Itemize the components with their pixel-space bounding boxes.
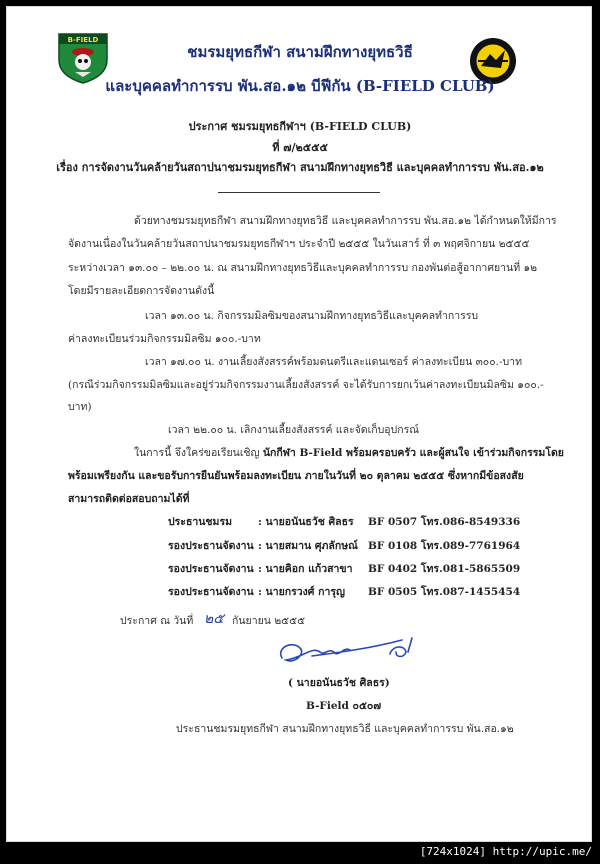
club-name-line2: และบุคคลทำการรบ พัน.สอ.๑๒ บีฟีกัน (B-FIELD CLUB) <box>105 77 495 95</box>
body-text: จัดงานเนื่องในวันคล้ายวันสถาปนาชมรมยุทธกีฬาฯ ประจำปี ๒๕๕๕ ในวันเสาร์ ที่ ๓ พฤศจิกายน ๒๕๕๕ <box>68 238 530 250</box>
contact-name: : นายคิอก แก้วสาขา <box>258 563 353 575</box>
footer-bar <box>0 842 600 864</box>
invitation-text <box>134 444 564 461</box>
contact-info: BF 0108 โทร.089-7761964 <box>368 540 521 552</box>
announcement-subject: เรื่อง การจัดงานวันคล้ายวันสถาปนาชมรมยุทธกีฬา สนามฝึกทางยุทธวิธี และบุคคลทำการรบ พัน.สอ.๑๒ <box>56 161 544 174</box>
contact-name: : นายอนันธวัช ศิลธร <box>258 516 354 528</box>
watermark-text: [724x1024] http://upic.me/ <box>419 845 592 858</box>
schedule-item: เวลา ๑๓.๐๐ น. กิจกรรมมิลซิมของสนามฝึกทางยุทธวิธีและบุคคลทำการรบ <box>145 310 479 322</box>
contact-name: : นายสมาน ศุภลักษณ์ <box>258 540 358 552</box>
announcement-date-handwritten: ๒๕ <box>204 611 224 627</box>
signer-position: ประธานชมรมยุทธกีฬา สนามฝึกทางยุทธวิธี และบุคคลทำการรบ พัน.สอ.๑๒ <box>176 723 514 735</box>
svg-text:B-FIELD: B-FIELD <box>67 36 99 44</box>
contact-info: BF 0402 โทร.081-5865509 <box>368 563 521 575</box>
invitation-text-plain: ในการนี้ จึงใคร่ขอเรียนเชิญ <box>134 447 263 459</box>
schedule-item: (กรณีร่วมกิจกรรมมิลซิมและอยู่ร่วมกิจกรรมงานเลี้ยงสังสรรค์ จะได้รับการยกเว้นค่าลงทะเบียนมิลซิม ๑๐๐.- <box>68 379 544 391</box>
contact-info: BF 0507 โทร.086-8549336 <box>368 516 521 528</box>
body-text: ด้วยทางชมรมยุทธกีฬา สนามฝึกทางยุทธวิธี และบุคคลทำการรบ พัน.สอ.๑๒ ได้กำหนดให้มีการ <box>134 215 557 227</box>
contact-role: รองประธานจัดงาน <box>168 563 254 575</box>
signer-name: ( นายอนันธวัช ศิลธร) <box>288 677 390 689</box>
contact-info: BF 0505 โทร.087-1455454 <box>368 586 521 598</box>
invitation-text-bold: นักกีฬา B-Field พร้อมครอบครัว และผู้สนใจ เข้าร่วมกิจกรรมโดย <box>262 447 564 459</box>
schedule-item: ค่าลงทะเบียนร่วมกิจกรรมมิลซิม ๑๐๐.-บาท <box>68 333 261 345</box>
schedule-item: บาท) <box>68 401 92 413</box>
club-name-line1: ชมรมยุทธกีฬา สนามฝึกทางยุทธวิธี <box>187 43 413 61</box>
divider <box>218 192 380 193</box>
contact-role: ประธานชมรม <box>168 516 233 528</box>
contact-role: รองประธานจัดงาน <box>168 540 254 552</box>
body-text: โดยมีรายละเอียดการจัดงานดังนี้ <box>68 285 215 297</box>
signature <box>272 628 432 674</box>
contact-role: รองประธานจัดงาน <box>168 586 254 598</box>
invitation-text: สามารถติดต่อสอบถามได้ที่ <box>68 493 190 505</box>
signer-code: B-Field ๐๕๐๗ <box>306 700 382 712</box>
announcement-date-suffix: กันยายน ๒๕๕๕ <box>232 615 306 627</box>
announcement-date-prefix: ประกาศ ณ วันที่ <box>120 615 194 627</box>
announcement-number: ที่ ๗/๒๕๕๕ <box>272 141 328 154</box>
schedule-item: เวลา ๑๗.๐๐ น. งานเลี้ยงสังสรรค์พร้อมดนตรีและแดนเซอร์ ค่าลงทะเบียน ๓๐๐.-บาท <box>145 356 522 368</box>
invitation-text: พร้อมเพรียงกัน และขอรับการยืนยันพร้อมลงทะเบียน ภายในวันที่ ๒๐ ตุลาคม ๒๕๕๕ ซึ่งหากมีข้อสงสัย <box>68 470 524 482</box>
schedule-item: เวลา ๒๒.๐๐ น. เลิกงานเลี้ยงสังสรรค์ และจัดเก็บอุปกรณ์ <box>168 424 419 436</box>
announcement-title: ประกาศ ชมรมยุทธกีฬาฯ (B-FIELD CLUB) <box>188 120 412 133</box>
contact-name: : นายกรวงศ์ การุญ <box>258 586 345 598</box>
body-text: ระหว่างเวลา ๑๓.๐๐ – ๒๒.๐๐ น. ณ สนามฝึกทางยุทธวิธีและบุคคลทำการรบ กองพันต่อสู้อากาศยานที่ ๑๒ <box>68 262 538 274</box>
